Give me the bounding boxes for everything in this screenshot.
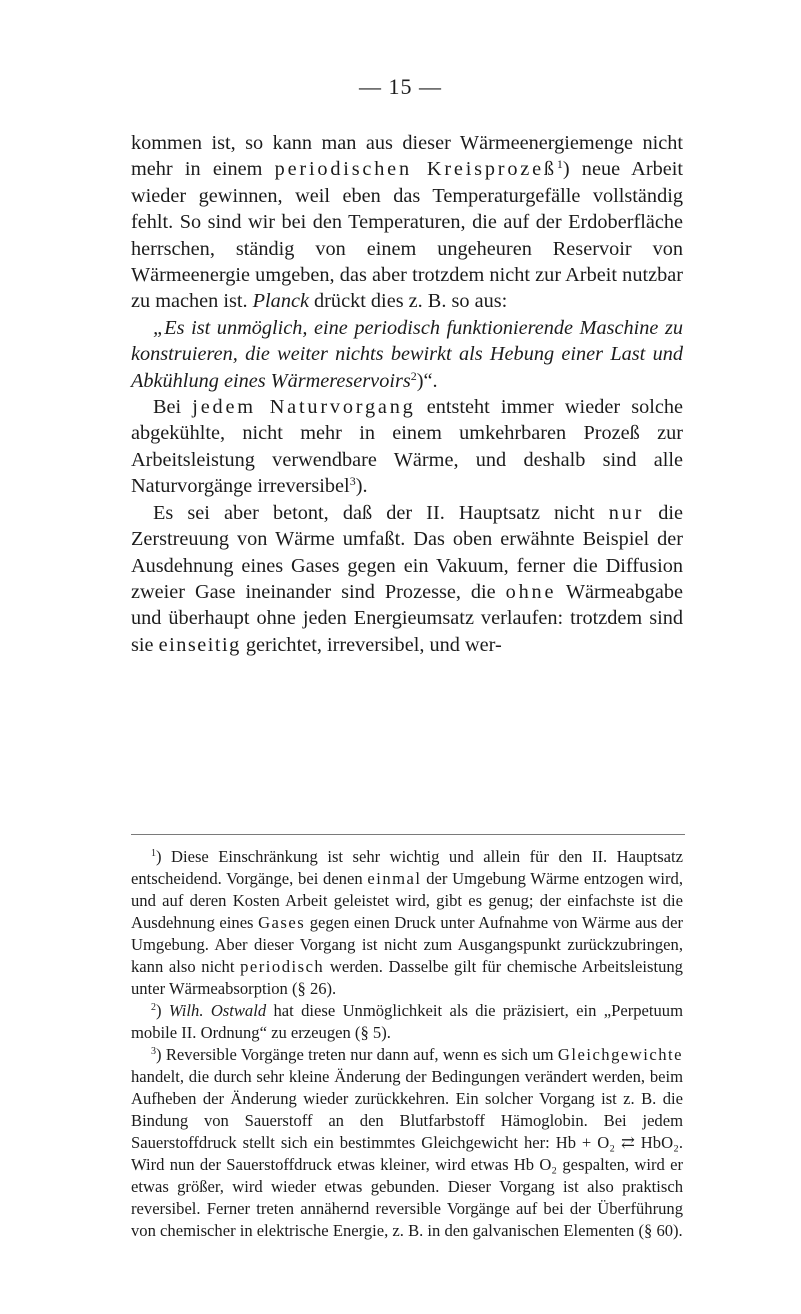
text-run: entsteht immer wieder solche abgekühlte, nicht mehr in einem umkehrbaren Prozeß zur Arbeitsleistung verwendbare Wärme, und deshalb sind alle Naturvorgänge irreversibel xyxy=(131,396,684,498)
text-run: ) Diese Einschränkung ist sehr wichtig und allein für den II. Hauptsatz entscheidend. Vorgänge, bei denen xyxy=(131,847,683,888)
footnote-divider xyxy=(131,834,685,835)
emphasis-spaced: periodischen Kreisprozeß xyxy=(274,158,557,181)
quote-paragraph xyxy=(131,315,683,394)
emphasis-spaced: einmal xyxy=(367,869,422,888)
text-run: hat diese Unmöglichkeit als die präzisiert, ein „Perpetuum mobile II. Ordnung“ zu erzeugen (§ 5). xyxy=(131,1001,683,1042)
footnote-1 xyxy=(131,846,683,1000)
text-run: ) xyxy=(156,1001,169,1020)
text-run: der Umgebung Wärme entzogen wird, und auf deren Kosten Arbeit geleistet wird, gibt es genug; der einfachste ist die Ausdehnung eines xyxy=(131,869,683,932)
emphasis-spaced: Gases xyxy=(258,913,306,932)
footnote-mark: 1 xyxy=(151,848,156,859)
text-run: ) neue Arbeit wieder gewinnen, weil eben das Temperaturgefälle vollständig fehlt. So sind wir bei den Temperaturen, die auf der Erdoberfläche herrschen, ständig von einem ungeheuren Reservoir von Wärmeenergie umgeben, das aber trotzdem nicht zur Arbeit nutzbar zu machen ist. xyxy=(131,158,683,313)
text-run: gerichtet, irreversibel, und wer- xyxy=(240,633,502,656)
text-run: gegen einen Druck unter Aufnahme von Wärme aus der Umgebung. Aber dieser Vorgang ist nicht zum Ausgangspunkt zurückzubringen, kann also nicht xyxy=(131,913,683,976)
footnote-ref-1[interactable]: 1 xyxy=(556,157,563,172)
paragraph-2 xyxy=(131,394,683,500)
emphasis-spaced: ohne xyxy=(505,580,557,603)
footnote-mark: 2 xyxy=(151,1002,156,1013)
text-run: die Zerstreuung von Wärme umfaßt. Das oben erwähnte Beispiel der Ausdehnung eines Gases gegen ein Vakuum, ferner die Diffusion zweier Gase ineinander sind Prozesse, die xyxy=(131,501,683,603)
footnote-ref-3[interactable]: 3 xyxy=(349,474,356,489)
main-text xyxy=(131,130,683,658)
page-number: — 15 — xyxy=(359,74,442,99)
footnote-ref-2[interactable]: 2 xyxy=(410,368,417,383)
footnote-2 xyxy=(131,1000,683,1044)
text-run: ) Reversible Vorgänge treten nur dann auf, wenn es sich um xyxy=(156,1045,558,1064)
emphasis-spaced: jedem Naturvorgang xyxy=(192,396,416,419)
text-run: Wärmeabgabe und überhaupt ohne jeden Energieumsatz verlaufen: trotzdem sind sie xyxy=(131,580,683,656)
text-run: Es sei aber betont, daß der II. Hauptsatz nicht xyxy=(153,501,609,524)
planck-quote: „Es ist unmöglich, eine periodisch funktionierende Maschine zu konstruieren, die weiter nichts bewirkt als Hebung einer Last und Abkühlung eines Wärmereservoirs xyxy=(131,316,683,392)
text-run: )“. xyxy=(416,369,438,392)
text-run: werden. Dasselbe gilt für chemische Arbeitsleistung unter Wärmeabsorption (§ 26). xyxy=(131,957,683,998)
emphasis-spaced: nur xyxy=(608,501,645,524)
emphasis-spaced: einseitig xyxy=(158,633,241,656)
footnote-mark: 3 xyxy=(151,1046,156,1057)
footnotes xyxy=(131,846,683,1242)
text-run: Bei xyxy=(153,396,193,419)
author-name: Wilh. Ostwald xyxy=(168,1001,267,1020)
footnote-3 xyxy=(131,1044,683,1242)
paragraph-3 xyxy=(131,500,683,658)
emphasis-spaced: periodisch xyxy=(240,957,325,976)
text-run: ). xyxy=(355,475,368,498)
emphasis-spaced: Gleichgewichte xyxy=(557,1045,683,1064)
text-run: drückt dies z. B. so aus: xyxy=(308,290,508,313)
text-run: kommen ist, so kann man aus dieser Wärmeenergiemenge nicht mehr in einem xyxy=(131,132,683,181)
author-name: Planck xyxy=(252,290,309,313)
text-run: handelt, die durch sehr kleine Änderung der Bedingungen verändert werden, beim Aufheben der Änderung wieder zurückkehren. Ein solcher Vorgang ist z. B. die Bindung von Sauerstoff an den Blutfarbstoff Hämoglobin. Bei jedem Sauerstoffdruck stellt sich ein bestimmtes Gleichgewicht her: Hb + O₂ ⇄ HbO₂. Wird nun der Sauerstoffdruck etwas kleiner, wird etwas Hb O₂ gespalten, wird er etwas größer, wird wieder etwas gebunden. Dieser Vorgang ist also praktisch reversibel. Ferner treten annähernd reversible Vorgänge auf bei der Überführung von chemischer in elektrische Energie, z. B. in den galvanischen Elementen (§ 60). xyxy=(131,1067,683,1240)
paragraph-1 xyxy=(131,130,683,315)
